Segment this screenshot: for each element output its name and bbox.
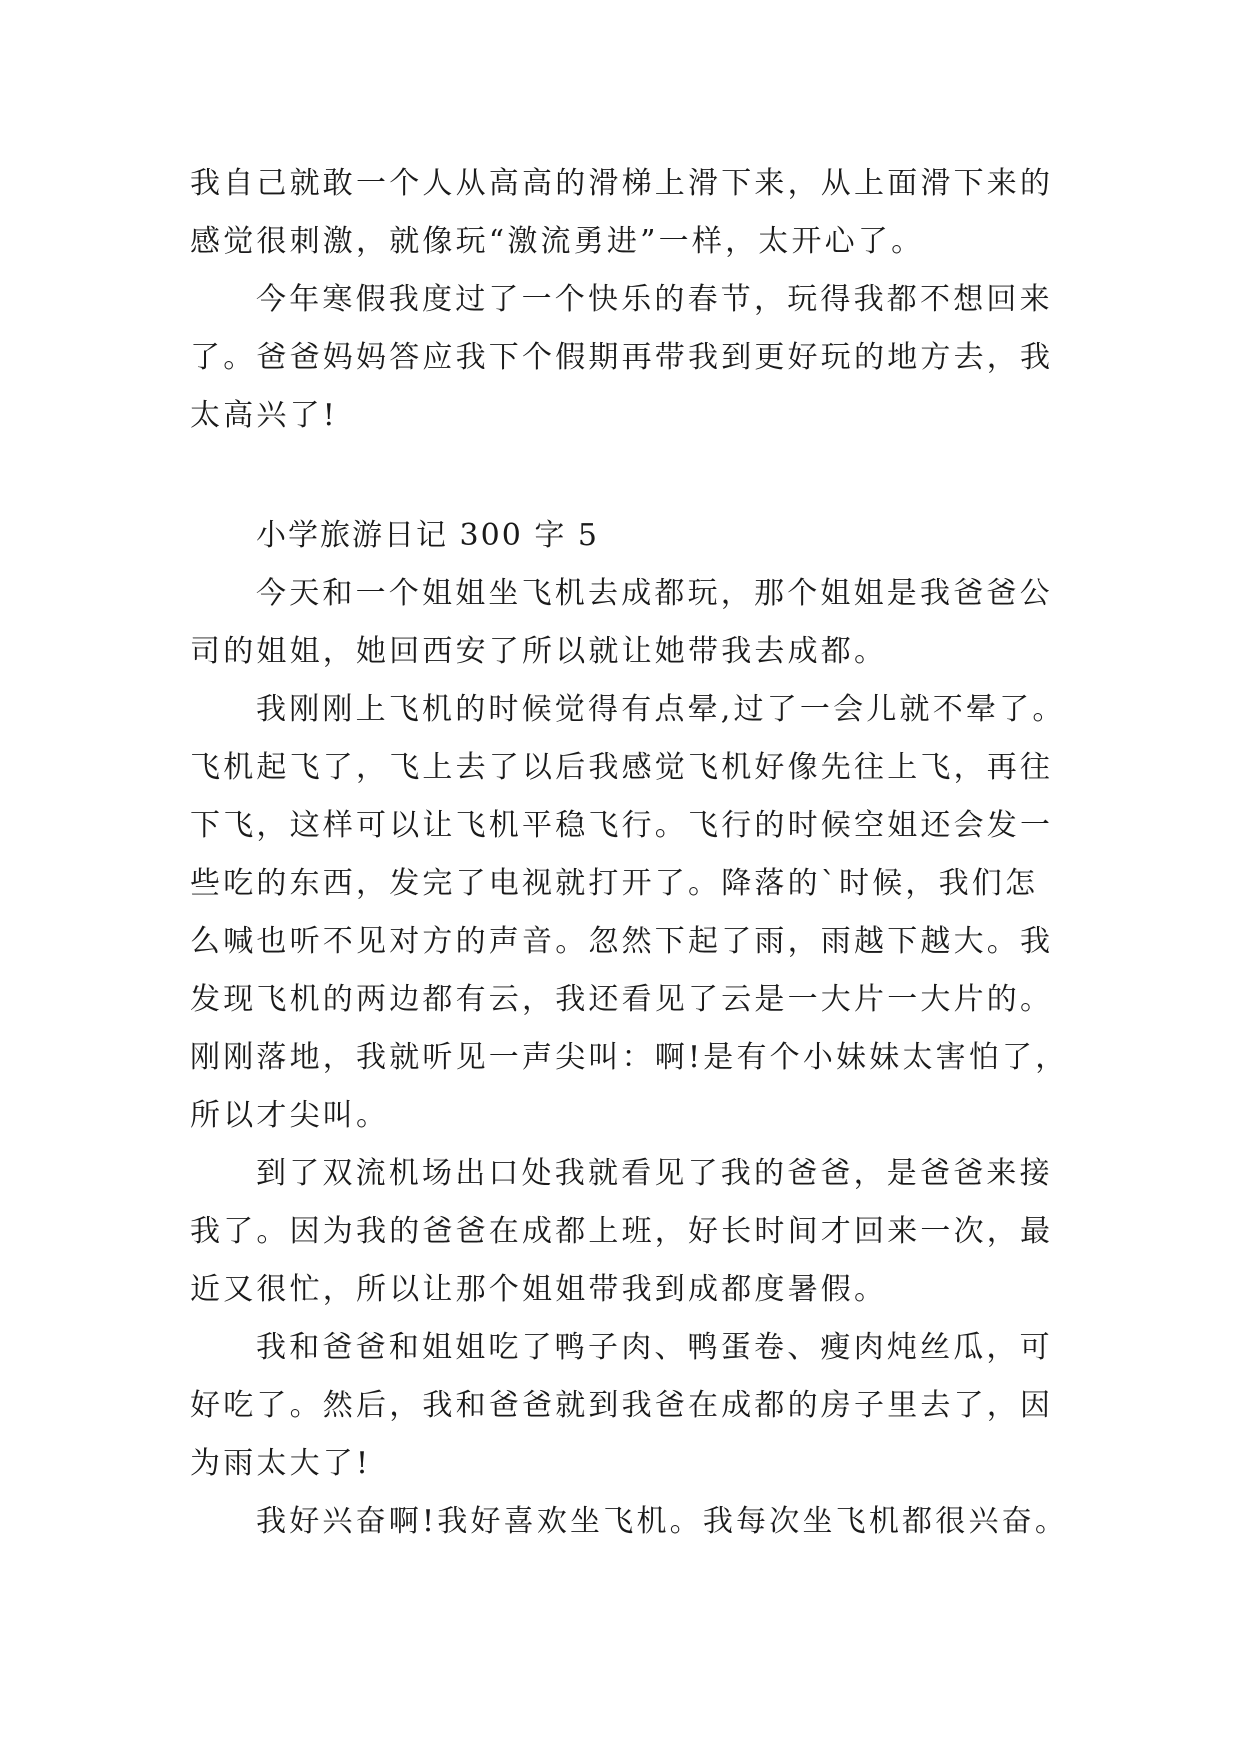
text-line-4: 了。爸爸妈妈答应我下个假期再带我到更好玩的地方去，我 <box>190 340 1054 375</box>
text-line-8: 司的姐姐，她回西安了所以就让她带我去成都。 <box>190 634 888 669</box>
text-line-5: 太高兴了! <box>190 398 339 433</box>
text-line-21: 好吃了。然后，我和爸爸就到我爸在成都的房子里去了，因 <box>190 1388 1054 1423</box>
section-title: 小学旅游日记 300 字 5 <box>256 518 599 553</box>
text-line-10: 飞机起飞了，飞上去了以后我感觉飞机好像先往上飞，再往 <box>190 750 1054 785</box>
paragraph-start-line: 我好兴奋啊!我好喜欢坐飞机。我每次坐飞机都很兴奋。 <box>256 1504 1069 1539</box>
paragraph-start-line: 到了双流机场出口处我就看见了我的爸爸，是爸爸来接 <box>256 1156 1053 1191</box>
paragraph-start-line: 今天和一个姐姐坐飞机去成都玩，那个姐姐是我爸爸公 <box>256 576 1053 611</box>
text-line-1: 我自己就敢一个人从高高的滑梯上滑下来，从上面滑下来的 <box>190 166 1054 201</box>
text-line-14: 发现飞机的两边都有云，我还看见了云是一大片一大片的。 <box>190 982 1054 1017</box>
text-line-12: 些吃的东西，发完了电视就打开了。降落的`时候，我们怎 <box>190 866 1039 901</box>
text-line-11: 下飞，这样可以让飞机平稳飞行。飞行的时候空姐还会发一 <box>190 808 1054 843</box>
text-line-16: 所以才尖叫。 <box>190 1098 390 1133</box>
text-line-13: 么喊也听不见对方的声音。忽然下起了雨，雨越下越大。我 <box>190 924 1054 959</box>
paragraph-start-line: 我刚刚上飞机的时候觉得有点晕,过了一会儿就不晕了。 <box>256 692 1066 727</box>
text-line-2: 感觉很刺激，就像玩“激流勇进”一样，太开心了。 <box>190 224 925 259</box>
text-line-18: 我了。因为我的爸爸在成都上班，好长时间才回来一次，最 <box>190 1214 1054 1249</box>
text-line-22: 为雨太大了! <box>190 1446 372 1481</box>
text-line-19: 近又很忙，所以让那个姐姐带我到成都度暑假。 <box>190 1272 888 1307</box>
paragraph-start-line: 我和爸爸和姐姐吃了鸭子肉、鸭蛋卷、瘦肉炖丝瓜，可 <box>256 1330 1053 1365</box>
text-line-15: 刚刚落地，我就听见一声尖叫：啊!是有个小妹妹太害怕了， <box>190 1040 1069 1075</box>
paragraph-start-line: 今年寒假我度过了一个快乐的春节，玩得我都不想回来 <box>256 282 1053 317</box>
